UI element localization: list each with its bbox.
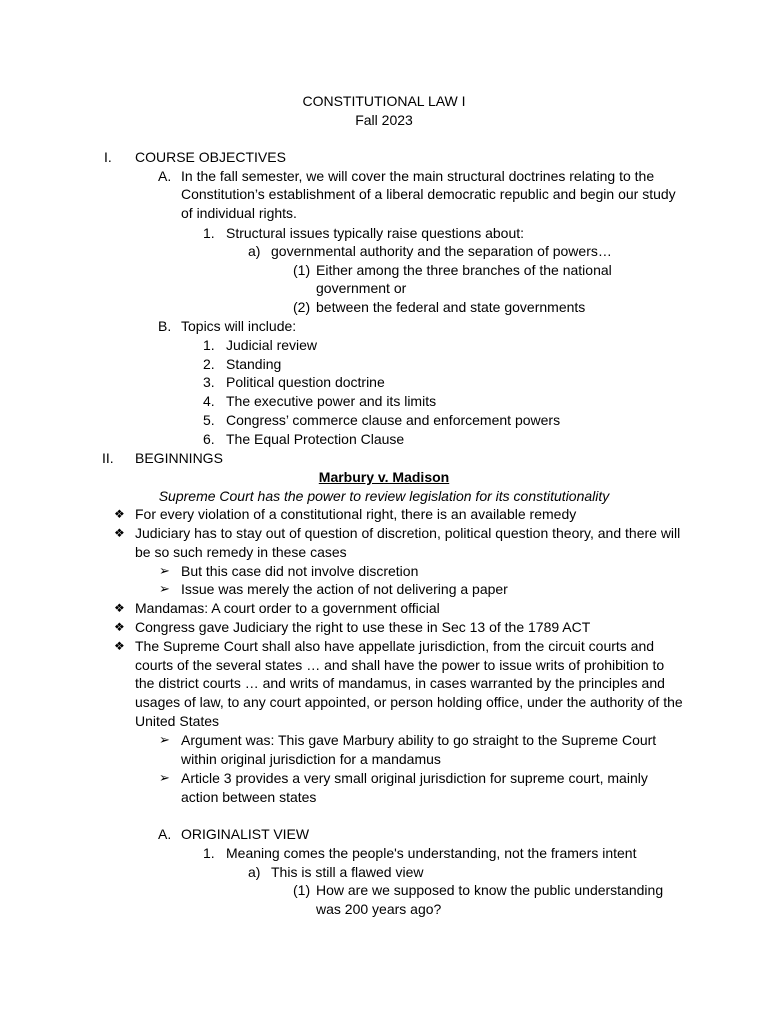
bullet-5a-line-2: within original jurisdiction for a mandamus xyxy=(181,751,441,767)
bullet-5-line-1: The Supreme Court shall also have appellate jurisdiction, from the circuit courts and xyxy=(135,638,655,654)
bullet-2b-text: Issue was merely the action of not delivering a paper xyxy=(181,581,508,597)
diamond-bullet-icon: ❖ xyxy=(114,620,125,634)
diamond-bullet-icon: ❖ xyxy=(114,639,125,653)
sec1-a-line-1: In the fall semester, we will cover the main structural doctrines relating to the xyxy=(181,168,655,184)
sec2-a-heading: ORIGINALIST VIEW xyxy=(181,826,310,842)
topic-marker: 6. xyxy=(203,431,215,447)
bullet-5a-line-1: Argument was: This gave Marbury ability to go straight to the Supreme Court xyxy=(181,732,657,748)
diamond-bullet-icon: ❖ xyxy=(114,601,125,615)
bullet-2a-text: But this case did not involve discretion xyxy=(181,563,419,579)
sec2-a-marker: A. xyxy=(158,826,172,842)
sec1-a-sub1-marker: (1) xyxy=(293,262,311,278)
bullet-2-line-2: be so such remedy in these cases xyxy=(135,544,347,560)
sec1-a-line-3: of individual rights. xyxy=(181,205,297,221)
topic-item: The Equal Protection Clause xyxy=(226,431,405,447)
bullet-5-line-5: United States xyxy=(135,713,220,729)
topic-marker: 2. xyxy=(203,356,215,372)
sec1-a-sub1-line-1: Either among the three branches of the national xyxy=(316,262,612,278)
bullet-4-text: Congress gave Judiciary the right to use these in Sec 13 of the 1789 ACT xyxy=(135,619,591,635)
topic-item: Standing xyxy=(226,356,282,372)
arrow-bullet-icon: ➢ xyxy=(159,563,170,578)
sec2-a-item1-text: Meaning comes the people's understanding, not the framers intent xyxy=(226,845,637,861)
topic-marker: 4. xyxy=(203,393,215,409)
sec1-a-marker: A. xyxy=(158,168,172,184)
sec2-a-itema-marker: a) xyxy=(248,864,261,880)
arrow-bullet-icon: ➢ xyxy=(159,732,170,747)
diamond-bullet-icon: ❖ xyxy=(114,526,125,540)
sec1-a-item1-marker: 1. xyxy=(203,225,215,241)
section-2-marker: II. xyxy=(102,450,114,466)
bullet-5-line-3: the district courts … and writs of mandamus, in cases warranted by the principles and xyxy=(135,675,665,691)
topic-marker: 1. xyxy=(203,337,215,353)
topic-item: Congress’ commerce clause and enforcement powers xyxy=(226,412,561,428)
sec1-a-sub1-line-2: government or xyxy=(316,280,407,296)
bullet-3-text: Mandamas: A court order to a government official xyxy=(135,600,440,616)
topic-item: Political question doctrine xyxy=(226,374,385,390)
sec2-a-sub1-line-2: was 200 years ago? xyxy=(316,901,442,917)
topic-item: Judicial review xyxy=(226,337,318,353)
bullet-5-line-2: courts of the several states … and shall have the power to issue writs of prohibition to xyxy=(135,657,665,673)
section-1-heading: COURSE OBJECTIVES xyxy=(135,149,286,165)
bullet-5b-line-1: Article 3 provides a very small original jurisdiction for supreme court, mainly xyxy=(181,770,648,786)
sec1-a-sub2-text: between the federal and state governments xyxy=(316,299,586,315)
topic-marker: 5. xyxy=(203,412,215,428)
doc-title: CONSTITUTIONAL LAW I xyxy=(302,93,466,109)
section-1-marker: I. xyxy=(104,149,112,165)
topic-marker: 3. xyxy=(203,374,215,390)
sec2-a-sub1-line-1: How are we supposed to know the public understanding xyxy=(316,882,664,898)
arrow-bullet-icon: ➢ xyxy=(159,581,170,596)
bullet-1-text: For every violation of a constitutional right, there is an available remedy xyxy=(135,506,577,522)
arrow-bullet-icon: ➢ xyxy=(159,770,170,785)
sec1-a-line-2: Constitution’s establishment of a liberal democratic republic and begin our study xyxy=(181,186,676,202)
diamond-bullet-icon: ❖ xyxy=(114,507,125,521)
doc-term: Fall 2023 xyxy=(355,112,413,128)
sec2-a-itema-text: This is still a flawed view xyxy=(271,864,424,880)
sec1-b-marker: B. xyxy=(158,318,172,334)
sec1-a-item1-text: Structural issues typically raise questions about: xyxy=(226,225,525,241)
topic-item: The executive power and its limits xyxy=(226,393,437,409)
case-title: Marbury v. Madison xyxy=(318,469,450,485)
bullet-5b-line-2: action between states xyxy=(181,789,317,805)
sec2-a-sub1-marker: (1) xyxy=(293,882,311,898)
sec1-a-itema-text: governmental authority and the separation of powers… xyxy=(271,243,612,259)
bullet-5-line-4: usages of law, to any court appointed, or person holding office, under the authority of the xyxy=(135,694,683,710)
section-2-heading: BEGINNINGS xyxy=(135,450,223,466)
case-holding: Supreme Court has the power to review legislation for its constitutionality xyxy=(158,488,610,504)
sec1-a-sub2-marker: (2) xyxy=(293,299,311,315)
sec1-a-itema-marker: a) xyxy=(248,243,261,259)
sec1-b-text: Topics will include: xyxy=(181,318,297,334)
sec2-a-item1-marker: 1. xyxy=(203,845,215,861)
bullet-2-line-1: Judiciary has to stay out of question of discretion, political question theory, and there will xyxy=(135,525,681,541)
